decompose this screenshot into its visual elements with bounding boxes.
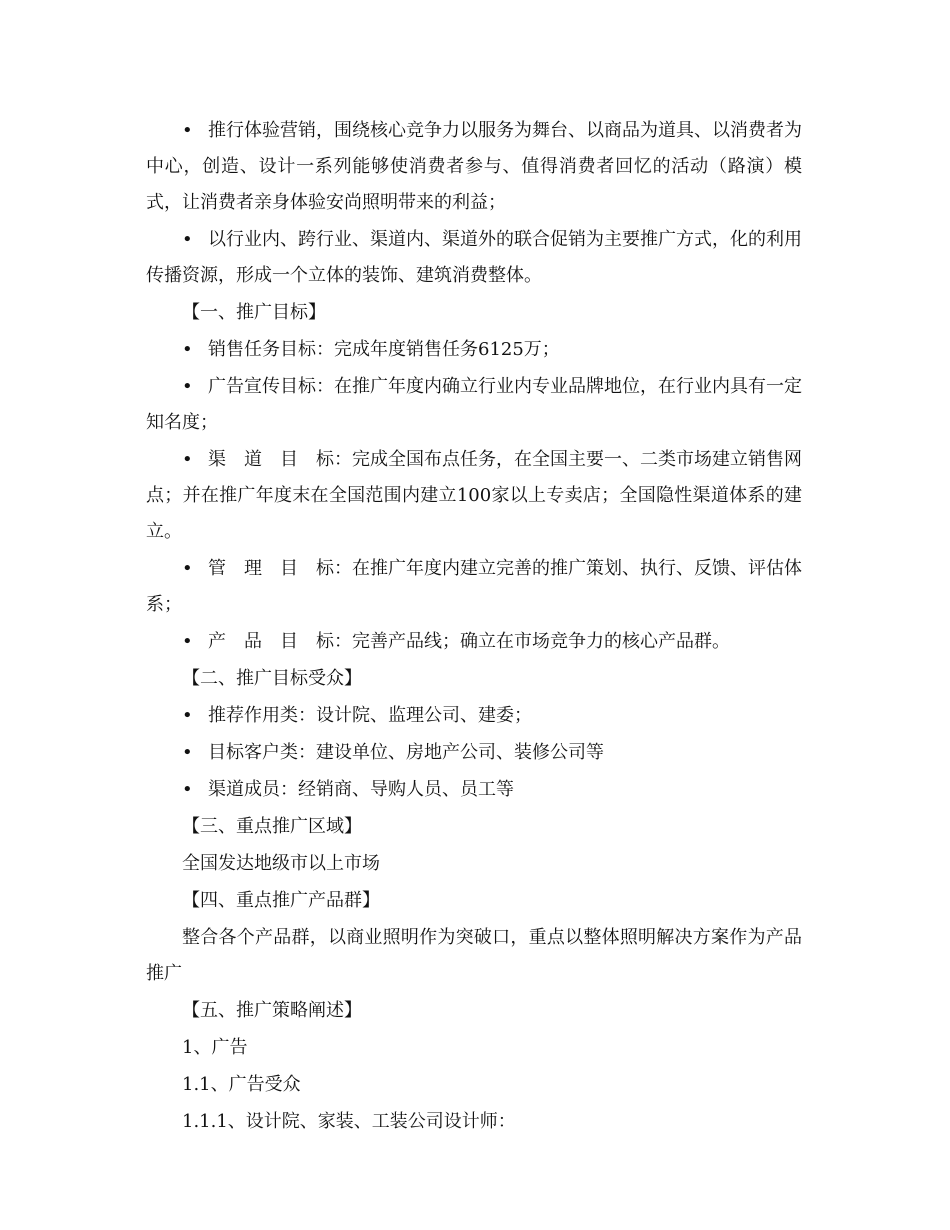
bullet-marker: • (182, 705, 193, 726)
paragraph-key-products: 整合各个产品群，以商业照明作为突破口，重点以整体照明解决方案作为产品推广 (146, 927, 802, 984)
paragraph-experience-marketing (146, 113, 802, 221)
paragraph-text: 以行业内、跨行业、渠道内、渠道外的联合促销为主要推广方式，化的利用传播资源，形成一个立体的装饰、建筑消费整体。 (146, 229, 802, 286)
bullet-marker: • (182, 229, 193, 250)
section-heading-1: 【一、推广目标】 (182, 302, 326, 323)
paragraph-text: 广告宣传目标：在推广年度内确立行业内专业品牌地位，在行业内具有一定知名度； (146, 376, 802, 433)
subheading-ad-audience: 1.1、广告受众 (182, 1074, 301, 1095)
paragraph-text: 推荐作用类：设计院、监理公司、建委； (208, 705, 532, 726)
paragraph-text: 渠道成员：经销商、导购人员、员工等 (208, 779, 514, 800)
paragraph-ad-target (146, 369, 802, 441)
bullet-marker: • (182, 742, 193, 763)
paragraph-product-target (146, 624, 802, 660)
paragraph-text: 目标客户类：建设单位、房地产公司、装修公司等 (208, 742, 604, 763)
document-body (146, 113, 802, 1141)
paragraph-text: 管 理 目 标：在推广年度内建立完善的推广策划、执行、反馈、评估体系； (146, 558, 802, 615)
bullet-marker: • (182, 339, 193, 360)
paragraph-channel-members (146, 772, 802, 808)
paragraph-text: 推行体验营销，围绕核心竞争力以服务为舞台、以商品为道具、以消费者为中心，创造、设计一系列能够使消费者参与、值得消费者回忆的活动（路演）模式，让消费者亲身体验安尚照明带来的利益； (146, 120, 802, 213)
bullet-marker: • (182, 779, 193, 800)
section-heading-5: 【五、推广策略阐述】 (182, 1000, 362, 1021)
paragraph-key-region: 全国发达地级市以上市场 (182, 853, 380, 874)
paragraph-management-target (146, 551, 802, 623)
bullet-marker: • (182, 120, 193, 141)
bullet-marker: • (182, 449, 193, 470)
paragraph-customer-audience (146, 735, 802, 771)
section-heading-4: 【四、重点推广产品群】 (182, 890, 380, 911)
paragraph-channel-target (146, 442, 802, 550)
section-heading-3: 【三、重点推广区域】 (182, 816, 362, 837)
paragraph-sales-target (146, 332, 802, 368)
paragraph-joint-promotion (146, 222, 802, 294)
paragraph-text: 销售任务目标：完成年度销售任务6125万； (208, 339, 560, 360)
bullet-marker: • (182, 631, 193, 652)
paragraph-recommender-audience (146, 698, 802, 734)
section-heading-2: 【二、推广目标受众】 (182, 668, 362, 689)
subheading-designers: 1.1.1、设计院、家装、工装公司设计师： (182, 1111, 516, 1132)
subheading-advertising: 1、广告 (182, 1037, 248, 1058)
bullet-marker: • (182, 558, 193, 579)
bullet-marker: • (182, 376, 193, 397)
paragraph-text: 产 品 目 标：完善产品线；确立在市场竞争力的核心产品群。 (208, 631, 730, 652)
paragraph-text: 渠 道 目 标：完成全国布点任务，在全国主要一、二类市场建立销售网点；并在推广年度末在全国范围内建立100家以上专卖店；全国隐性渠道体系的建立。 (146, 449, 802, 542)
